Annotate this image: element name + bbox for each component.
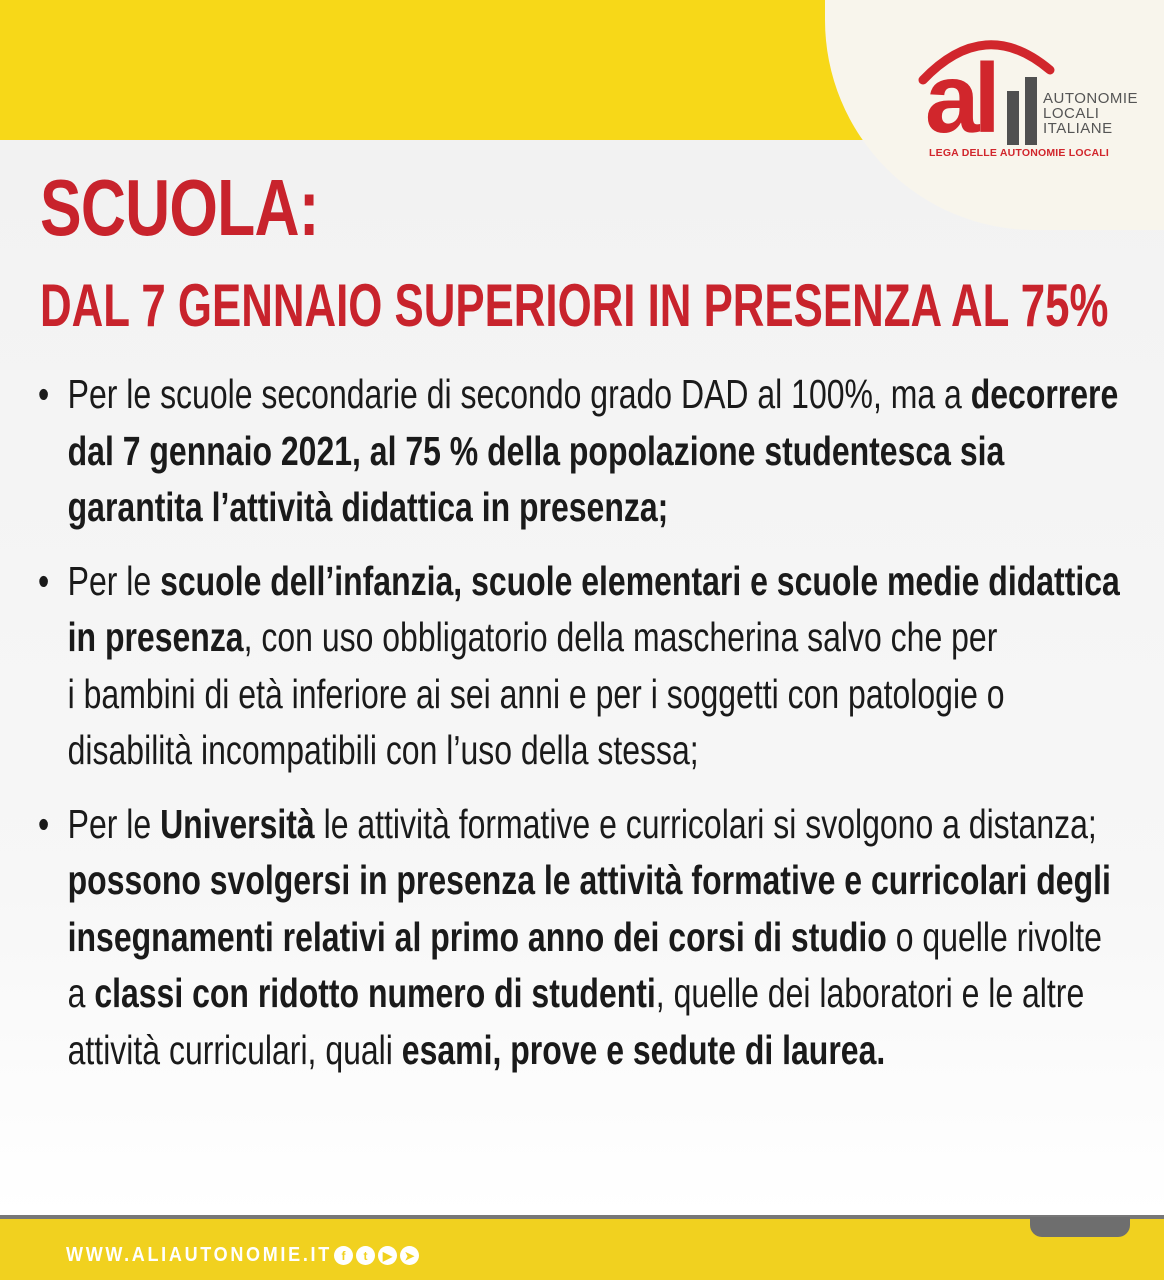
logo-tagline: LEGA DELLE AUTONOMIE LOCALI <box>929 147 1110 159</box>
text: , quelle dei laboratori e le altre <box>655 970 1085 1016</box>
bullet-line <box>68 423 1123 480</box>
bullet-line <box>68 852 1123 909</box>
bullet-list <box>38 366 1122 1095</box>
logo-mark-letters: al <box>925 43 995 153</box>
twitter-icon[interactable]: t <box>356 1246 375 1265</box>
bold-text: decorrere <box>970 371 1119 417</box>
page-subtitle: DAL 7 GENNAIO SUPERIORI IN PRESENZA AL 75% <box>40 272 1109 339</box>
bullet-line <box>68 366 1123 423</box>
logo-words <box>1043 91 1138 136</box>
text: i bambini di età inferiore ai sei anni e per i soggetti con patologie o <box>67 670 1005 717</box>
bold-text: Università <box>160 800 315 847</box>
text: Per le <box>67 557 161 604</box>
bullet-item <box>38 796 1122 1079</box>
footer-tab <box>1030 1217 1130 1237</box>
bullet-line <box>68 965 1123 1022</box>
bold-text: possono svolgersi in presenza le attività formative e curricolari degli <box>67 857 1111 903</box>
ali-logo <box>915 25 1145 175</box>
bullet-line <box>68 609 1123 666</box>
footer-divider <box>0 1215 1164 1219</box>
text: attività curriculari, quali <box>67 1026 402 1073</box>
text: le attività formative e curricolari si svolgono a distanza; <box>314 800 1097 847</box>
text: o quelle rivolte <box>886 913 1102 960</box>
website-url[interactable]: WWW.ALIAUTONOMIE.IT <box>66 1244 332 1266</box>
bullet-line <box>68 909 1123 966</box>
logo-word: AUTONOMIE <box>1043 90 1139 107</box>
bold-text: insegnamenti relativi al primo anno dei corsi di studio <box>67 913 887 960</box>
bold-text: scuole dell’infanzia, scuole elementari e scuole medie didattica <box>160 557 1120 604</box>
bold-text: esami, prove e sedute di laurea. <box>401 1026 886 1073</box>
bold-text: in presenza <box>67 614 244 660</box>
bullet-item <box>38 553 1122 779</box>
logo-word: ITALIANE <box>1043 120 1113 137</box>
page-title: SCUOLA: <box>40 163 319 252</box>
bullet-item <box>38 366 1122 536</box>
text: Per le scuole secondarie di secondo grado DAD al 100%, ma a <box>67 371 971 417</box>
logo-bars-icon <box>1007 77 1039 145</box>
text: disabilità incompatibili con l’uso della stessa; <box>67 727 699 773</box>
bullet-line <box>68 1022 1123 1079</box>
social-icons <box>334 1246 419 1265</box>
facebook-icon[interactable]: f <box>334 1246 353 1265</box>
telegram-icon[interactable]: ➤ <box>400 1246 419 1265</box>
bullet-line <box>68 796 1123 853</box>
youtube-icon[interactable]: ▶ <box>378 1246 397 1265</box>
text: , con uso obbligatorio della mascherina salvo che per <box>243 614 998 660</box>
bullet-line <box>68 479 1123 536</box>
bold-text: classi con ridotto numero di studenti <box>94 970 656 1016</box>
text: a <box>67 970 95 1016</box>
bullet-line <box>68 722 1123 779</box>
bold-text: garantita l’attività didattica in presenza; <box>67 484 669 530</box>
bullet-line <box>68 666 1123 723</box>
text: Per le <box>67 800 161 847</box>
logo-word: LOCALI <box>1043 105 1100 122</box>
bold-text: dal 7 gennaio 2021, al 75 % della popolazione studentesca sia <box>67 427 1005 474</box>
bullet-line <box>68 553 1123 610</box>
